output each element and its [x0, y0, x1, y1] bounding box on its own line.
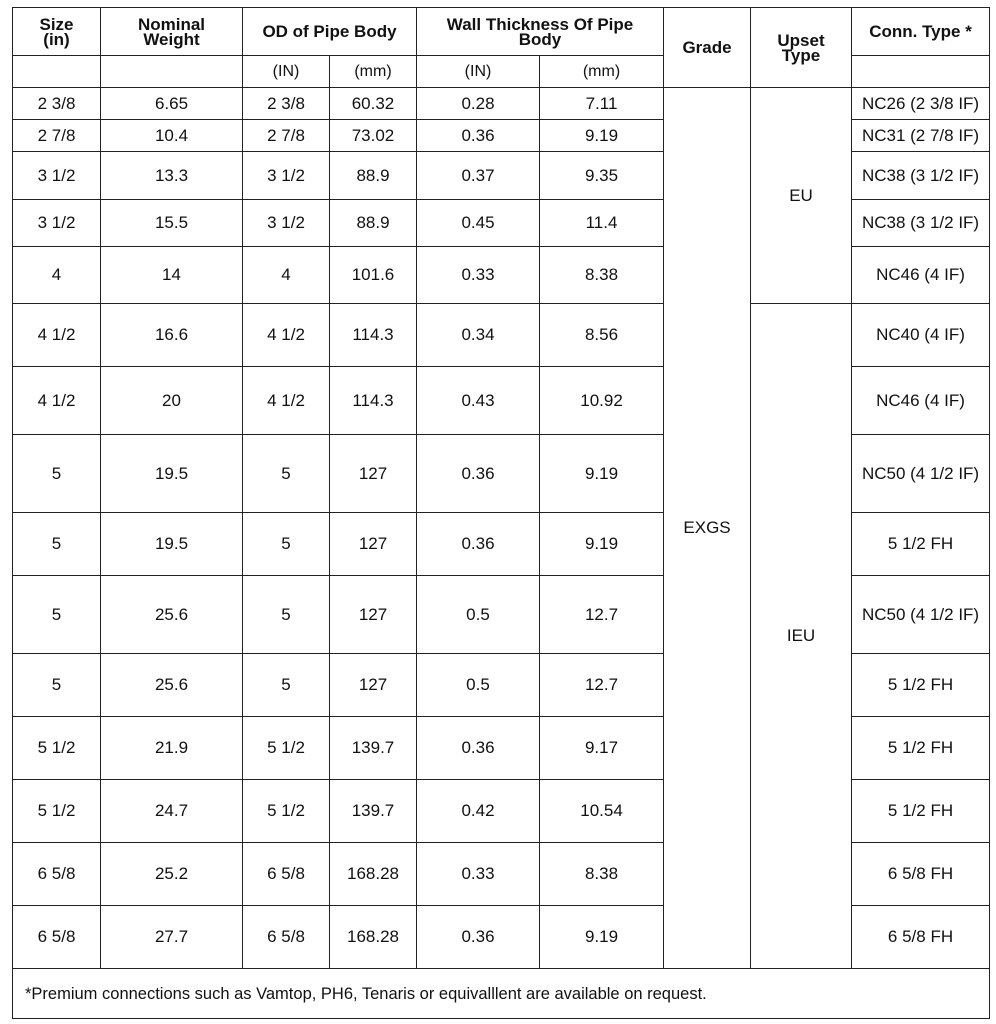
- header-nominal-weight: Nominal Weight: [101, 8, 243, 56]
- cell-wall-in: 0.28: [417, 88, 540, 120]
- cell-wall-mm: 9.35: [540, 152, 664, 200]
- cell-upset-ieu: IEU: [751, 304, 852, 969]
- cell-conn-type: NC50 (4 1/2 IF): [852, 576, 990, 654]
- cell-wall-in: 0.37: [417, 152, 540, 200]
- cell-wall-mm: 10.92: [540, 367, 664, 435]
- cell-wall-mm: 9.19: [540, 120, 664, 152]
- cell-weight: 14: [101, 247, 243, 304]
- cell-weight: 19.5: [101, 513, 243, 576]
- unit-wall-in: (IN): [417, 56, 540, 88]
- unit-od-in: (IN): [243, 56, 330, 88]
- header-grade: Grade: [664, 8, 751, 88]
- cell-wall-in: 0.5: [417, 576, 540, 654]
- cell-weight: 15.5: [101, 200, 243, 247]
- cell-size: 4 1/2: [13, 304, 101, 367]
- cell-wall-in: 0.36: [417, 513, 540, 576]
- cell-conn-type: NC46 (4 IF): [852, 367, 990, 435]
- cell-wall-mm: 8.38: [540, 247, 664, 304]
- cell-size: 5 1/2: [13, 780, 101, 843]
- cell-wall-in: 0.36: [417, 717, 540, 780]
- spec-table-container: [12, 7, 989, 1019]
- cell-conn-type: 6 5/8 FH: [852, 906, 990, 969]
- header-conn-type: Conn. Type *: [852, 8, 990, 56]
- cell-wall-mm: 9.19: [540, 906, 664, 969]
- cell-weight: 20: [101, 367, 243, 435]
- cell-size: 2 3/8: [13, 88, 101, 120]
- units-empty: [852, 56, 990, 88]
- cell-size: 3 1/2: [13, 200, 101, 247]
- cell-od-mm: 127: [330, 576, 417, 654]
- cell-weight: 13.3: [101, 152, 243, 200]
- cell-weight: 25.6: [101, 654, 243, 717]
- cell-od-mm: 168.28: [330, 906, 417, 969]
- cell-size: 5: [13, 576, 101, 654]
- cell-size: 3 1/2: [13, 152, 101, 200]
- header-od: OD of Pipe Body: [243, 8, 417, 56]
- cell-size: 6 5/8: [13, 906, 101, 969]
- cell-wall-mm: 11.4: [540, 200, 664, 247]
- cell-weight: 24.7: [101, 780, 243, 843]
- cell-wall-in: 0.36: [417, 120, 540, 152]
- cell-od-mm: 73.02: [330, 120, 417, 152]
- cell-conn-type: 5 1/2 FH: [852, 780, 990, 843]
- cell-conn-type: NC38 (3 1/2 IF): [852, 200, 990, 247]
- cell-weight: 10.4: [101, 120, 243, 152]
- cell-conn-type: NC31 (2 7/8 IF): [852, 120, 990, 152]
- cell-wall-mm: 12.7: [540, 576, 664, 654]
- cell-size: 5: [13, 435, 101, 513]
- header-row: [13, 8, 990, 56]
- cell-od-in: 6 5/8: [243, 843, 330, 906]
- cell-od-in: 5: [243, 576, 330, 654]
- cell-od-mm: 139.7: [330, 780, 417, 843]
- cell-od-in: 5: [243, 654, 330, 717]
- cell-weight: 16.6: [101, 304, 243, 367]
- cell-size: 5: [13, 513, 101, 576]
- footnote-row: [13, 969, 990, 1019]
- cell-od-mm: 168.28: [330, 843, 417, 906]
- cell-conn-type: 5 1/2 FH: [852, 513, 990, 576]
- cell-size: 4 1/2: [13, 367, 101, 435]
- cell-od-in: 4: [243, 247, 330, 304]
- cell-wall-in: 0.36: [417, 435, 540, 513]
- header-upset-type: Upset Type: [751, 8, 852, 88]
- cell-wall-mm: 8.56: [540, 304, 664, 367]
- cell-conn-type: NC46 (4 IF): [852, 247, 990, 304]
- cell-od-in: 3 1/2: [243, 200, 330, 247]
- cell-od-mm: 127: [330, 654, 417, 717]
- cell-wall-in: 0.34: [417, 304, 540, 367]
- units-empty: [101, 56, 243, 88]
- table-row: [13, 304, 990, 367]
- cell-wall-in: 0.33: [417, 247, 540, 304]
- cell-conn-type: NC38 (3 1/2 IF): [852, 152, 990, 200]
- cell-od-mm: 88.9: [330, 200, 417, 247]
- cell-wall-in: 0.36: [417, 906, 540, 969]
- cell-od-in: 4 1/2: [243, 367, 330, 435]
- cell-wall-in: 0.33: [417, 843, 540, 906]
- cell-wall-in: 0.45: [417, 200, 540, 247]
- cell-wall-mm: 9.17: [540, 717, 664, 780]
- cell-size: 2 7/8: [13, 120, 101, 152]
- cell-od-in: 6 5/8: [243, 906, 330, 969]
- cell-od-mm: 114.3: [330, 367, 417, 435]
- cell-od-mm: 114.3: [330, 304, 417, 367]
- cell-conn-type: 6 5/8 FH: [852, 843, 990, 906]
- header-wall-thickness: Wall Thickness Of Pipe Body: [417, 8, 664, 56]
- cell-weight: 6.65: [101, 88, 243, 120]
- cell-upset-eu: EU: [751, 88, 852, 304]
- cell-od-mm: 127: [330, 513, 417, 576]
- cell-od-in: 2 7/8: [243, 120, 330, 152]
- cell-wall-mm: 7.11: [540, 88, 664, 120]
- cell-weight: 25.6: [101, 576, 243, 654]
- cell-od-mm: 101.6: [330, 247, 417, 304]
- cell-wall-mm: 9.19: [540, 435, 664, 513]
- cell-size: 5: [13, 654, 101, 717]
- cell-wall-mm: 10.54: [540, 780, 664, 843]
- cell-conn-type: NC40 (4 IF): [852, 304, 990, 367]
- cell-wall-mm: 8.38: [540, 843, 664, 906]
- cell-od-mm: 60.32: [330, 88, 417, 120]
- cell-weight: 21.9: [101, 717, 243, 780]
- cell-wall-in: 0.43: [417, 367, 540, 435]
- cell-od-in: 3 1/2: [243, 152, 330, 200]
- cell-od-mm: 88.9: [330, 152, 417, 200]
- units-empty: [13, 56, 101, 88]
- cell-wall-in: 0.5: [417, 654, 540, 717]
- cell-wall-mm: 12.7: [540, 654, 664, 717]
- cell-size: 4: [13, 247, 101, 304]
- cell-wall-mm: 9.19: [540, 513, 664, 576]
- header-size: Size (in): [13, 8, 101, 56]
- cell-od-in: 2 3/8: [243, 88, 330, 120]
- unit-od-mm: (mm): [330, 56, 417, 88]
- table-row: [13, 88, 990, 120]
- cell-od-in: 5 1/2: [243, 780, 330, 843]
- cell-conn-type: NC50 (4 1/2 IF): [852, 435, 990, 513]
- cell-conn-type: NC26 (2 3/8 IF): [852, 88, 990, 120]
- cell-weight: 25.2: [101, 843, 243, 906]
- cell-conn-type: 5 1/2 FH: [852, 654, 990, 717]
- cell-od-mm: 139.7: [330, 717, 417, 780]
- cell-weight: 19.5: [101, 435, 243, 513]
- cell-od-in: 5: [243, 435, 330, 513]
- cell-size: 5 1/2: [13, 717, 101, 780]
- cell-weight: 27.7: [101, 906, 243, 969]
- unit-wall-mm: (mm): [540, 56, 664, 88]
- cell-od-mm: 127: [330, 435, 417, 513]
- cell-grade: EXGS: [664, 88, 751, 969]
- footnote: *Premium connections such as Vamtop, PH6, Tenaris or equivalllent are available on request.: [13, 969, 990, 1019]
- cell-size: 6 5/8: [13, 843, 101, 906]
- cell-od-in: 4 1/2: [243, 304, 330, 367]
- pipe-spec-table: [12, 7, 990, 1019]
- cell-od-in: 5 1/2: [243, 717, 330, 780]
- cell-wall-in: 0.42: [417, 780, 540, 843]
- cell-od-in: 5: [243, 513, 330, 576]
- cell-conn-type: 5 1/2 FH: [852, 717, 990, 780]
